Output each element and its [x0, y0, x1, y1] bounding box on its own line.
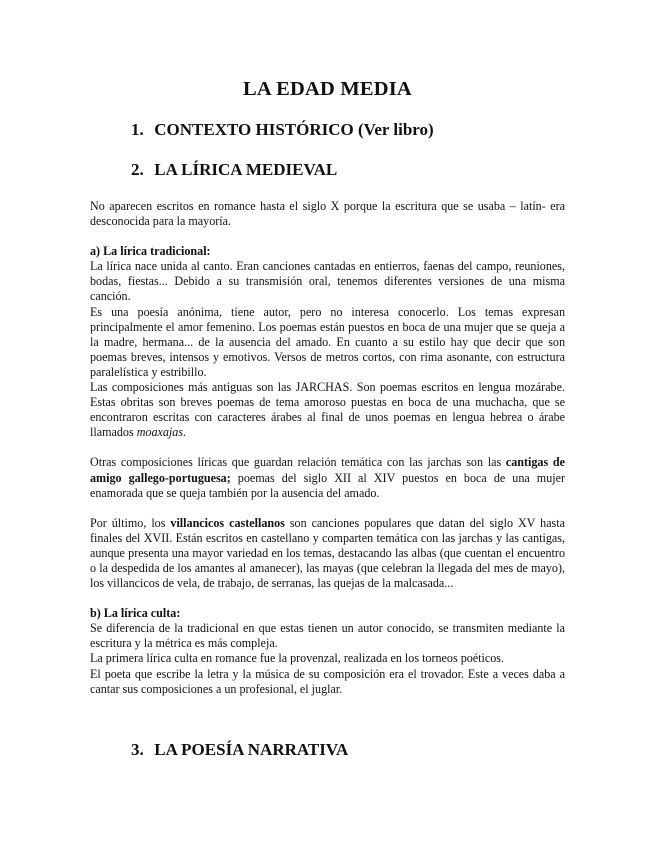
- text-run: Las composiciones más antiguas son las JARCHAS. Son poemas escritos en lengua mozárabe. Estas obritas son breves poemas de tema amoroso puestas en boca de una muchacha, que se encontraron escritas con caracteres árabes al final de unos poemas en lengua hebrea o árabe llamados: [90, 380, 565, 440]
- paragraph: El poeta que escribe la letra y la música de su composición era el trovador. Este a veces daba a cantar sus composiciones a un profesional, el juglar.: [90, 666, 565, 696]
- paragraph-gap: [90, 440, 565, 455]
- paragraph-gap: [90, 501, 565, 516]
- text-run: poemas del siglo XII al XIV puestos en boca de una mujer enamorada que se queja también por la ausencia del amado.: [90, 470, 566, 500]
- subheading-lirica-culta: b) La lírica culta:: [90, 606, 181, 621]
- bold-term-villancicos: villancicos castellanos: [170, 515, 285, 530]
- paragraph-cantigas: [90, 455, 565, 500]
- paragraph: La lírica nace unida al canto. Eran canciones cantadas en entierros, faenas del campo, reuniones, bodas, fiestas... Debido a su transmisión oral, tenemos diferentes versiones de una misma canción.: [90, 259, 565, 304]
- bold-term-cantigas: cantigas de amigo gallego-portuguesa;: [90, 455, 565, 485]
- section-heading-poesia-narrativa: [131, 740, 348, 760]
- section-number: 2.: [131, 160, 144, 179]
- paragraph-jarchas: [90, 380, 565, 440]
- paragraph: La primera lírica culta en romance fue la provenzal, realizada en los torneos poéticos.: [90, 651, 505, 666]
- paragraph: Es una poesía anónima, tiene autor, pero no interesa conocerlo. Los temas expresan principalmente el amor femenino. Los poemas están puestos en boca de una mujer que se queja a la madre, hermana... de la ausencia del amado. En cuanto a su estilo hay que decir que son poemas breves, intensos y emotivos. Versos de metros cortos, con rima asonante, con estructura paralelística y estribillo.: [90, 304, 565, 379]
- paragraph-gap: [90, 591, 565, 606]
- section-number: 3.: [131, 740, 144, 759]
- italic-term-moaxajas: moaxajas: [136, 425, 184, 440]
- subheading-lirica-tradicional: a) La lírica tradicional:: [90, 244, 211, 259]
- intro-paragraph: No aparecen escritos en romance hasta el siglo X porque la escritura que se usaba – latín- era desconocida para la mayoría.: [90, 199, 565, 229]
- section-title: LA POESÍA NARRATIVA: [154, 740, 349, 759]
- section-heading-contexto: [131, 120, 434, 140]
- document-title: LA EDAD MEDIA: [243, 78, 412, 100]
- section-body-lirica: [90, 199, 565, 697]
- section-title: CONTEXTO HISTÓRICO (Ver libro): [154, 120, 434, 139]
- section-heading-lirica: [131, 160, 337, 180]
- paragraph-villancicos: [90, 516, 565, 591]
- section-number: 1.: [131, 120, 144, 139]
- text-run: son canciones populares que datan del siglo XV hasta finales del XVII. Están escritos en castellano y comparten temática con las jarchas y las cantigas, aunque presenta una mayor variedad en los temas, destacando las albas (que cuentan el encuentro o la despedida de los amantes al amanecer), las mayas (que celebran la llegada del mes de mayo), los villancicos de vela, de trabajo, de serranas, las quejas de la malcasada...: [90, 515, 565, 591]
- section-title: LA LÍRICA MEDIEVAL: [154, 160, 338, 179]
- text-run: .: [183, 425, 187, 440]
- text-run: Por último, los: [90, 515, 171, 530]
- text-run: Otras composiciones líricas que guardan relación temática con las jarchas son las: [90, 455, 506, 470]
- paragraph: Se diferencia de la tradicional en que estas tienen un autor conocido, se transmiten mediante la escritura y la métrica es más compleja.: [90, 621, 565, 651]
- paragraph-gap: [90, 229, 565, 244]
